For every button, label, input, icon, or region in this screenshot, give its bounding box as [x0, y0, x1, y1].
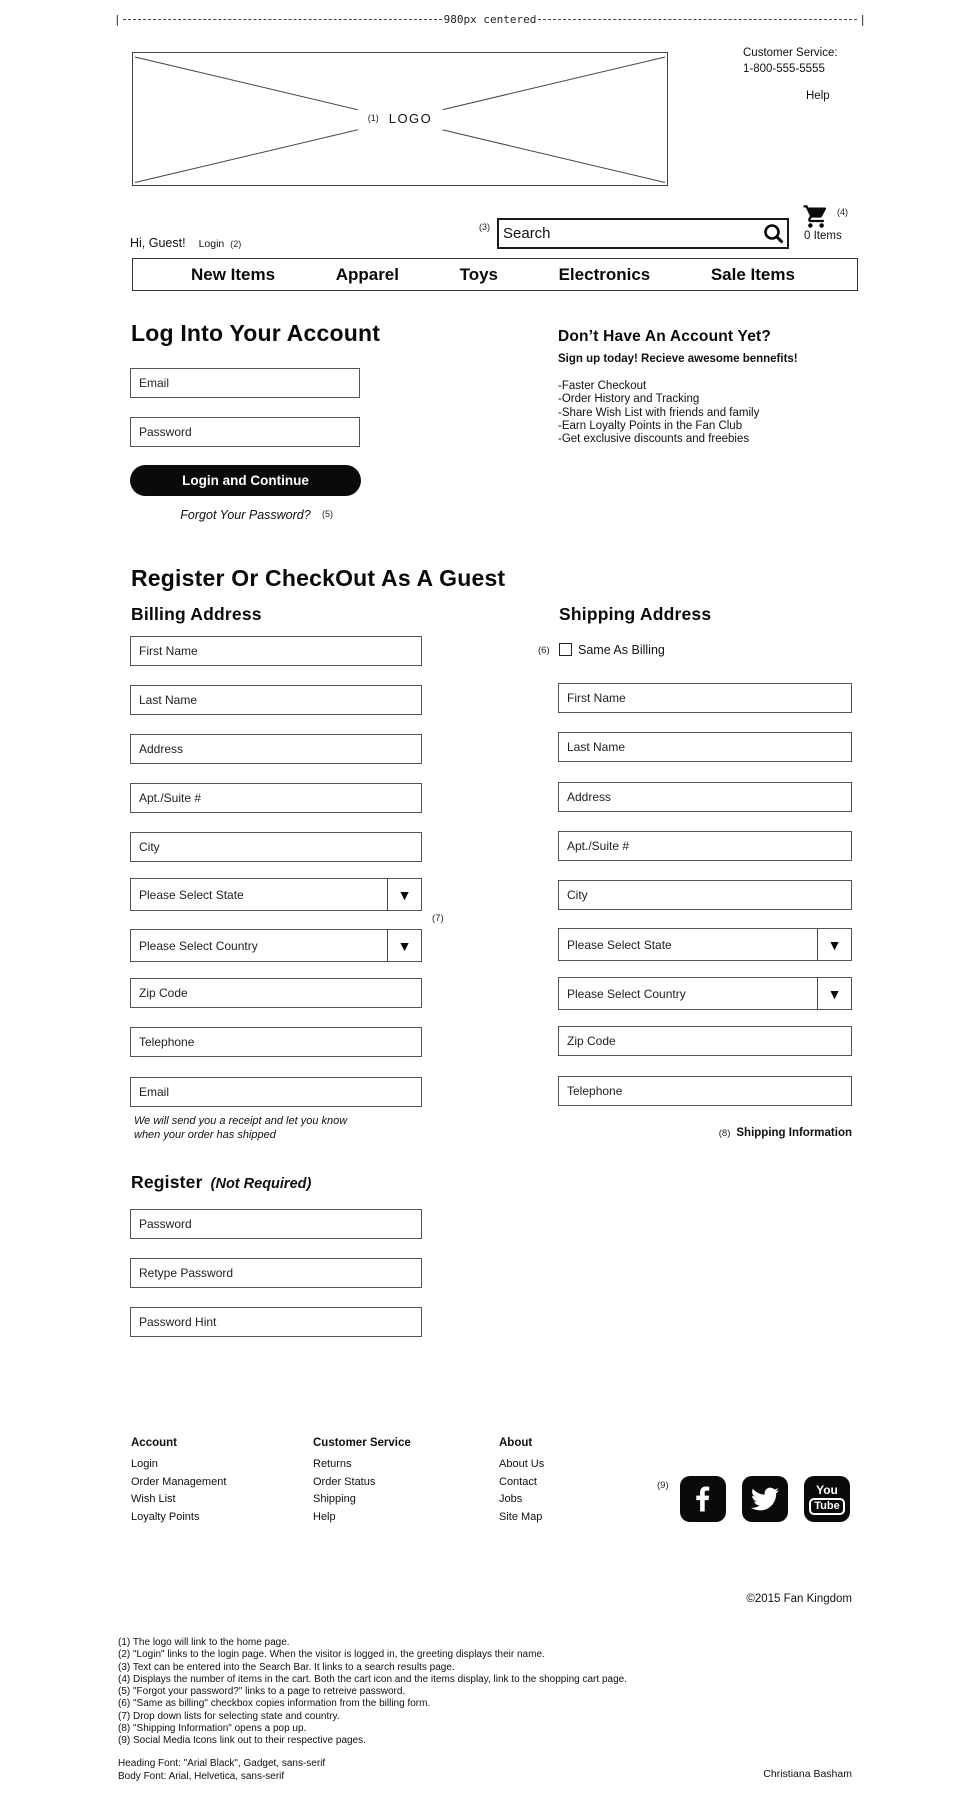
same-as-billing-annotation: (6) [538, 645, 550, 656]
footer-column-customer-service [313, 1437, 411, 1526]
promo-benefit: -Get exclusive discounts and freebies [558, 433, 750, 446]
shipping-info-link[interactable]: Shipping Information [736, 1127, 852, 1139]
login-annotation: (2) [230, 239, 242, 249]
shipping-zip-field[interactable] [558, 1026, 852, 1056]
shipping-first-name-field[interactable] [558, 683, 852, 713]
annotation-notes [118, 1637, 627, 1748]
footer-link-help[interactable]: Help [313, 1510, 336, 1523]
forgot-password-annotation: (5) [322, 509, 333, 519]
login-continue-button[interactable]: Login and Continue [130, 465, 361, 496]
footer-link-contact[interactable]: Contact [499, 1475, 537, 1488]
register-title-suffix: (Not Required) [210, 1176, 312, 1192]
billing-address-field[interactable] [130, 734, 422, 764]
shipping-country-select[interactable] [558, 977, 852, 1010]
ruler-dash-left [123, 19, 442, 20]
body-font-note: Body Font: Arial, Helvetica, sans-serif [118, 1770, 285, 1782]
customer-service-label: Customer Service: [743, 47, 838, 59]
author-credit: Christiana Basham [763, 1768, 852, 1780]
logo-text: LOGO [388, 111, 433, 126]
cart-annotation: (4) [837, 207, 848, 217]
login-section-title: Log Into Your Account [131, 320, 381, 346]
same-as-billing-row [559, 641, 665, 659]
forgot-password-link[interactable]: Forgot Your Password? [180, 508, 311, 522]
heading-font-note: Heading Font: "Arial Black", Gadget, sans-serif [118, 1758, 326, 1769]
footer-link-order-status[interactable]: Order Status [313, 1475, 376, 1488]
logo-placeholder[interactable] [132, 52, 668, 186]
guest-section-title: Register Or CheckOut As A Guest [131, 565, 506, 591]
search-annotation: (3) [479, 222, 490, 232]
annotation-line: (8) "Shipping Information" opens a pop up. [118, 1723, 307, 1735]
promo-benefit: -Order History and Tracking [558, 393, 700, 406]
promo-title: Don’t Have An Account Yet? [558, 328, 772, 345]
footer-link-jobs[interactable]: Jobs [499, 1493, 523, 1505]
promo-benefit: -Faster Checkout [558, 380, 647, 392]
register-password-field[interactable] [130, 1209, 422, 1239]
logo-annotation: (1) [367, 113, 379, 123]
nav-item-new-items[interactable]: New Items [191, 264, 276, 284]
annotation-line: (5) "Forgot your password?" links to a page to retreive password. [118, 1686, 406, 1698]
shipping-last-name-field[interactable] [558, 732, 852, 762]
ruler-left-pipe: | [114, 12, 121, 26]
ruler-dash-right [538, 19, 857, 20]
billing-country-placeholder: Please Select Country [139, 938, 258, 953]
cart-widget [800, 203, 860, 248]
search-bar [497, 218, 789, 249]
width-ruler [112, 12, 868, 26]
billing-zip-field[interactable] [130, 978, 422, 1008]
main-nav [132, 258, 858, 291]
greeting-row [130, 236, 241, 250]
customer-service-phone: 1-800-555-5555 [743, 63, 825, 75]
footer-link-order-management[interactable]: Order Management [131, 1475, 227, 1488]
billing-receipt-note: We will send you a receipt and let you know when your order has shipped [134, 1115, 348, 1141]
billing-last-name-field[interactable] [130, 685, 422, 715]
promo-benefit: -Earn Loyalty Points in the Fan Club [558, 419, 743, 432]
twitter-icon[interactable] [742, 1476, 788, 1522]
register-title: Register [131, 1172, 203, 1192]
promo-benefits [558, 380, 868, 446]
nav-item-electronics[interactable]: Electronics [558, 264, 651, 284]
footer-link-wish-list[interactable]: Wish List [131, 1493, 176, 1505]
same-as-billing-label: Same As Billing [578, 643, 665, 657]
register-password-hint-field[interactable] [130, 1307, 422, 1337]
facebook-icon[interactable] [680, 1476, 726, 1522]
annotation-line: (4) Displays the number of items in the cart. Both the cart icon and the items display, link to the shopping cart page. [118, 1673, 627, 1685]
search-input[interactable] [499, 225, 761, 242]
billing-telephone-field[interactable] [130, 1027, 422, 1057]
nav-item-sale-items[interactable]: Sale Items [710, 264, 795, 284]
dropdown-annotation: (7) [432, 913, 444, 924]
social-annotation: (9) [657, 1480, 669, 1491]
chevron-down-icon: ▼ [397, 937, 412, 954]
annotation-line: (7) Drop down lists for selecting state and country. [118, 1710, 340, 1722]
login-email-field[interactable] [130, 368, 360, 398]
shipping-apt-field[interactable] [558, 831, 852, 861]
footer-column-title: About [499, 1437, 533, 1449]
ruler-label: 980px centered [443, 12, 537, 26]
annotation-line: (3) Text can be entered into the Search Bar. It links to a search results page. [118, 1661, 455, 1673]
nav-item-apparel[interactable]: Apparel [335, 264, 399, 284]
annotation-line: (2) "Login" links to the login page. When the visitor is logged in, the greeting displays their name. [118, 1649, 545, 1661]
footer-link-returns[interactable]: Returns [313, 1458, 352, 1470]
social-icons [680, 1476, 850, 1522]
footer-column-about [499, 1437, 544, 1526]
promo-benefit: -Share Wish List with friends and family [558, 406, 760, 419]
login-password-field[interactable] [130, 417, 360, 447]
footer-column-title: Customer Service [313, 1437, 411, 1449]
logo-label-group [358, 108, 443, 130]
billing-city-field[interactable] [130, 832, 422, 862]
footer-link-about-us[interactable]: About Us [499, 1458, 545, 1470]
copyright: ©2015 Fan Kingdom [746, 1593, 852, 1605]
cart-icon[interactable] [800, 203, 832, 230]
billing-first-name-field[interactable] [130, 636, 422, 666]
signup-promo [558, 328, 868, 446]
annotation-line: (6) "Same as billing" checkbox copies information from the billing form. [118, 1698, 431, 1710]
login-link[interactable]: Login [198, 238, 225, 250]
help-link[interactable]: Help [806, 90, 830, 102]
font-notes [118, 1758, 325, 1783]
annotation-line: (9) Social Media Icons link out to their respective pages. [118, 1735, 366, 1747]
footer-link-loyalty-points[interactable]: Loyalty Points [131, 1510, 200, 1523]
billing-apt-field[interactable] [130, 783, 422, 813]
shipping-address-field[interactable] [558, 782, 852, 812]
same-as-billing-checkbox[interactable] [559, 643, 572, 656]
greeting-text: Hi, Guest! [130, 236, 186, 250]
shipping-info-annotation: (8) [718, 1128, 731, 1139]
register-section-title-row [131, 1172, 311, 1193]
footer-column-title: Account [131, 1437, 177, 1449]
footer-link-shipping[interactable]: Shipping [313, 1493, 356, 1505]
shipping-title: Shipping Address [559, 604, 712, 624]
billing-state-placeholder: Please Select State [139, 887, 244, 902]
shipping-city-field[interactable] [558, 880, 852, 910]
shipping-country-placeholder: Please Select Country [567, 986, 686, 1001]
billing-email-field[interactable] [130, 1077, 422, 1107]
shipping-state-select[interactable] [558, 928, 852, 961]
ruler-right-pipe: | [859, 12, 866, 26]
billing-state-select[interactable] [130, 878, 422, 911]
cart-count[interactable]: 0 Items [804, 230, 842, 242]
shipping-info-row [558, 1123, 852, 1141]
footer-link-site-map[interactable]: Site Map [499, 1510, 543, 1523]
youtube-icon[interactable]: You Tube [804, 1476, 850, 1522]
chevron-down-icon: ▼ [397, 886, 412, 903]
footer-column-account [131, 1437, 226, 1526]
chevron-down-icon: ▼ [827, 936, 842, 953]
nav-item-toys[interactable]: Toys [459, 264, 498, 284]
footer-link-login[interactable]: Login [131, 1458, 158, 1470]
shipping-telephone-field[interactable] [558, 1076, 852, 1106]
register-retype-password-field[interactable] [130, 1258, 422, 1288]
shipping-state-placeholder: Please Select State [567, 937, 672, 952]
billing-title: Billing Address [131, 604, 262, 624]
promo-subtitle: Sign up today! Recieve awesome bennefits! [558, 353, 798, 365]
chevron-down-icon: ▼ [827, 985, 842, 1002]
billing-country-select[interactable] [130, 929, 422, 962]
annotation-line: (1) The logo will link to the home page. [118, 1637, 290, 1648]
search-icon[interactable] [761, 222, 787, 246]
customer-service-info [743, 45, 838, 77]
